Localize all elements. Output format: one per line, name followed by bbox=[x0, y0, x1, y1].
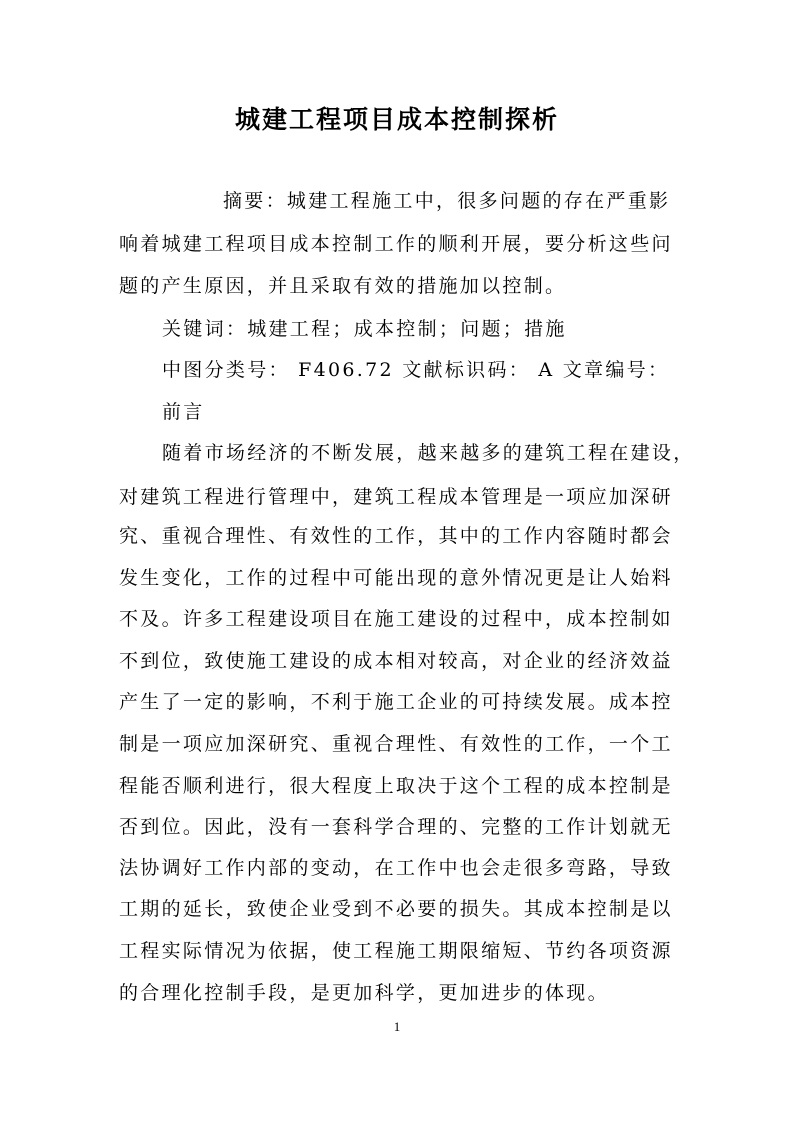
page-number: 1 bbox=[393, 1019, 401, 1034]
body-line: 制是一项应加深研究、重视合理性、有效性的工作，一个工 bbox=[119, 733, 673, 755]
body-line: 否到位。因此，没有一套科学合理的、完整的工作计划就无 bbox=[119, 816, 673, 838]
body-line: 法协调好工作内部的变动，在工作中也会走很多弯路，导致 bbox=[119, 857, 673, 879]
document-title: 城建工程项目成本控制探析 bbox=[234, 105, 559, 134]
body-line: 随着市场经济的不断发展，越来越多的建筑工程在建设， bbox=[162, 442, 695, 464]
body-line: 对建筑工程进行管理中，建筑工程成本管理是一项应加深研 bbox=[119, 486, 673, 508]
abstract-line: 题的产生原因，并且采取有效的措施加以控制。 bbox=[119, 275, 567, 297]
body-line: 发生变化，工作的过程中可能出现的意外情况更是让人始料 bbox=[119, 567, 673, 589]
body-line: 不到位，致使施工建设的成本相对较高，对企业的经济效益 bbox=[119, 650, 673, 672]
body-line: 工期的延长，致使企业受到不必要的损失。其成本控制是以 bbox=[119, 898, 673, 920]
abstract-line: 响着城建工程项目成本控制工作的顺利开展，要分析这些问 bbox=[119, 233, 673, 255]
body-line: 不及。许多工程建设项目在施工建设的过程中，成本控制如 bbox=[119, 608, 673, 630]
abstract-line: 摘要：城建工程施工中，很多问题的存在严重影 bbox=[223, 190, 671, 212]
body-line: 程能否顺利进行，很大程度上取决于这个工程的成本控制是 bbox=[119, 775, 673, 797]
body-line: 工程实际情况为依据，使工程施工期限缩短、节约各项资源 bbox=[119, 940, 673, 962]
classification-line: 中图分类号： F406.72 文献标识码： A 文章编号： bbox=[162, 359, 670, 381]
keywords-line: 关键词：城建工程；成本控制；问题；措施 bbox=[162, 318, 567, 340]
body-line: 产生了一定的影响，不利于施工企业的可持续发展。成本控 bbox=[119, 691, 673, 713]
body-line: 的合理化控制手段，是更加科学，更加进步的体现。 bbox=[119, 982, 609, 1004]
section-heading: 前言 bbox=[162, 401, 205, 423]
body-line: 究、重视合理性、有效性的工作，其中的工作内容随时都会 bbox=[119, 525, 673, 547]
